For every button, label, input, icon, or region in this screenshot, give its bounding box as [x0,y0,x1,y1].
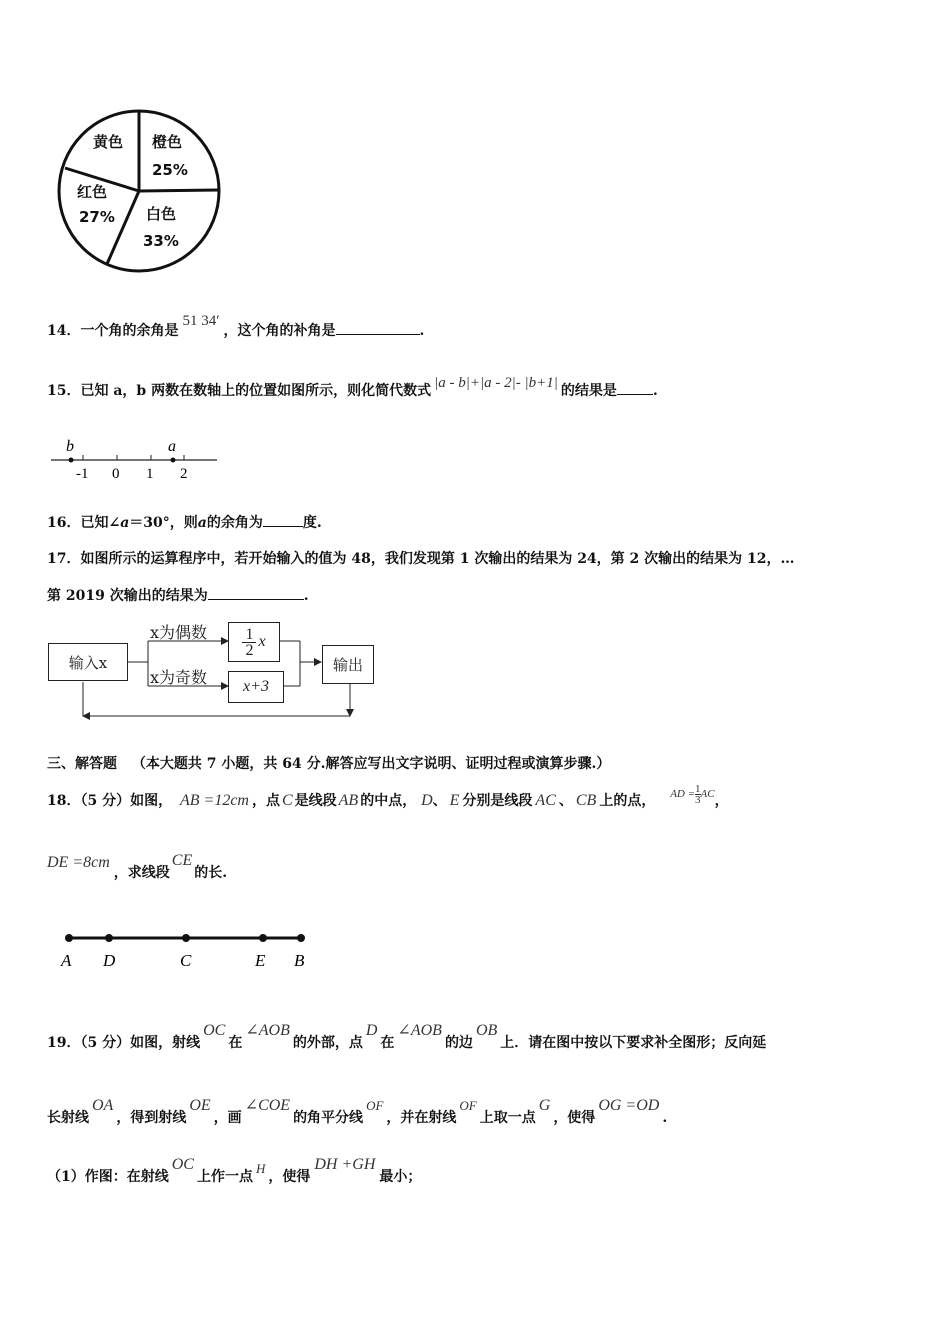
q19-oc: OC [203,1022,226,1039]
q18-frac-den: 3 [695,793,701,806]
q14-text: 一个角的余角是 [80,323,179,339]
q19-aob: ∠AOB [245,1022,290,1039]
answer-blank[interactable] [263,512,303,527]
q18-de: DE =8cm [47,854,110,871]
q18-ab2: AB [338,792,359,809]
point-A [65,934,73,942]
q19-og: OG =OD [598,1097,660,1114]
flow-output-label: 输出 [332,656,363,674]
answer-blank[interactable] [208,585,304,600]
q19-ob: OB [475,1022,498,1039]
number-line [45,434,225,486]
q18-sep: 、 [432,793,447,809]
label-A: A [61,951,72,970]
tick-label-2: 2 [180,466,188,482]
slice-red-value: 27% [79,208,115,226]
q16-text4: 度. [302,515,322,531]
flow-half-box [228,622,280,662]
answer-blank[interactable] [336,320,420,335]
flow-odd-label: x为奇数 [150,668,208,687]
q19-t11: 上取一点 [479,1110,536,1126]
q19-sub1-text: （1）作图：在射线 [47,1169,169,1185]
q18-sep2: 、 [558,793,573,809]
section-3-title: 三、解答题 [47,756,117,772]
q18-t4: 分别是线段 [462,793,533,809]
q19-t8: ，画 [213,1110,242,1126]
label-a: a [168,438,176,455]
q18-ce: CE [171,852,193,869]
question-18-line2 [47,852,228,882]
q19-sub4: 最小； [379,1169,422,1185]
question-17-line1: 17．如图所示的运算程序中，若开始输入的值为 48，我们发现第 1 次输出的结果为 24，第 2 次输出的结果为 12，… [47,551,795,567]
q19-t2: 的外部，点 [292,1035,363,1051]
flow-plus3-box [228,671,284,703]
question-17-line2 [47,585,309,605]
q18-t2: 是线段 [294,793,337,809]
q15-expression: |a - b|+|a - 2|- |b+1| [434,375,558,391]
q15-text2: 的结果是 [560,383,617,399]
q18-t6: ，求线段 [113,865,170,881]
q18-t5: 上的点， [599,793,656,809]
point-C [182,934,190,942]
q19-number: 19．（5 分）如图，射线 [47,1035,201,1051]
q18-t1: ，点 [251,793,280,809]
slice-orange-value: 25% [152,161,188,179]
label-D: D [103,951,116,970]
question-19-line1 [47,1022,767,1052]
flow-input-box [48,643,128,681]
label-B: B [294,951,305,970]
q19-of: OF [366,1098,384,1113]
q18-cb: CB [575,792,597,809]
half-var: x [258,633,266,650]
q16-text2: ＝30°，则 [129,515,198,531]
q19-oc2: OC [171,1156,194,1173]
q17-end: . [303,588,309,604]
q19-d: D [365,1022,378,1039]
point-a [171,458,176,463]
q19-t10: ，并在射线 [386,1110,457,1126]
q19-t1: 在 [228,1035,243,1051]
q18-t3: 的中点， [360,793,417,809]
tick-label-0: 0 [112,466,120,482]
q14-number: 14． [47,323,81,339]
pie-chart [55,106,225,276]
q18-ad [670,782,715,806]
q16-var-a2: a [197,515,207,531]
q18-d: D [421,792,433,809]
q18-e: E [449,792,460,809]
tick-label-minus1: -1 [76,466,89,482]
question-14 [47,313,425,340]
section-3-heading [47,753,610,773]
point-B [297,934,305,942]
q18-t7: 的长. [194,865,228,881]
answer-blank[interactable] [617,380,653,395]
q19-t12: ，使得 [553,1110,596,1126]
segment-figure [55,925,315,973]
q18-ab: AB =12cm [179,792,249,809]
q19-t3: 在 [380,1035,395,1051]
q16-text3: 的余角为 [206,515,263,531]
label-b: b [66,438,74,455]
q14-end: . [419,323,425,339]
question-15 [47,375,658,400]
slice-orange-label: 橙色 [152,133,183,151]
q16-text: 已知∠ [80,515,121,531]
q18-c: C [281,792,293,809]
q19-aob2: ∠AOB [397,1022,442,1039]
q14-text2: ，这个角的补角是 [223,323,336,339]
half-numerator: 1 [242,627,256,643]
question-18-line1 [47,782,729,813]
slice-red-label: 红色 [77,183,108,201]
q19-dh: DH +GH [314,1156,376,1173]
q19-sub3: ，使得 [268,1169,311,1185]
slice-white-label: 白色 [146,205,177,223]
label-E: E [255,951,266,970]
q19-t5: 上．请在图中按以下要求补全图形；反向延 [500,1035,767,1051]
flow-plus3-label: x+3 [243,678,269,695]
q18-number: 18．（5 分）如图， [47,793,173,809]
q19-t9: 的角平分线 [293,1110,364,1126]
tick-label-1: 1 [146,466,154,482]
q19-t6: 长射线 [47,1110,89,1126]
q19-oe: OE [189,1097,211,1114]
flow-even-label: x为偶数 [150,623,208,642]
q19-oa: OA [92,1097,114,1114]
q18-comma: ， [714,793,729,809]
half-denominator: 2 [245,641,254,659]
q19-t4: 的边 [444,1035,473,1051]
question-19-sub1 [47,1156,422,1186]
q14-expression: 51 34′ [182,313,220,329]
point-E [259,934,267,942]
q16-var-a: a [120,515,130,531]
section-3-note: （本大题共 7 小题，共 64 分.解答应写出文字说明、证明过程或演算步骤.） [131,756,611,772]
q19-g: G [538,1097,551,1114]
q16-number: 16． [47,515,81,531]
q19-t13: . [662,1110,668,1126]
question-16 [47,512,322,532]
q18-ac2: AC [700,788,715,800]
q19-sub2: 上作一点 [196,1169,253,1185]
q19-t7: ，得到射线 [116,1110,187,1126]
slice-white-value: 33% [143,232,179,250]
point-D [105,934,113,942]
q15-number: 15． [47,383,81,399]
point-b [69,458,74,463]
pie-divider-right [139,190,218,191]
q18-ac: AC [535,792,556,809]
q17-text: 第 2019 次输出的结果为 [47,588,208,604]
slice-yellow-label: 黄色 [93,133,124,151]
q18-ad-label: AD = [670,788,696,800]
q15-text: 已知 a，b 两数在数轴上的位置如图所示，则化简代数式 [80,383,432,399]
flow-input-label: 输入x [68,653,108,672]
question-19-line2 [47,1097,668,1127]
q15-end: . [652,383,658,399]
q18-frac-num: 1 [695,782,701,795]
q19-h: H [255,1161,266,1176]
flow-output-box [322,645,374,684]
half-fraction [242,627,256,658]
label-C: C [180,951,192,970]
q19-coe: ∠COE [244,1097,291,1114]
q19-of2: OF [459,1098,477,1113]
